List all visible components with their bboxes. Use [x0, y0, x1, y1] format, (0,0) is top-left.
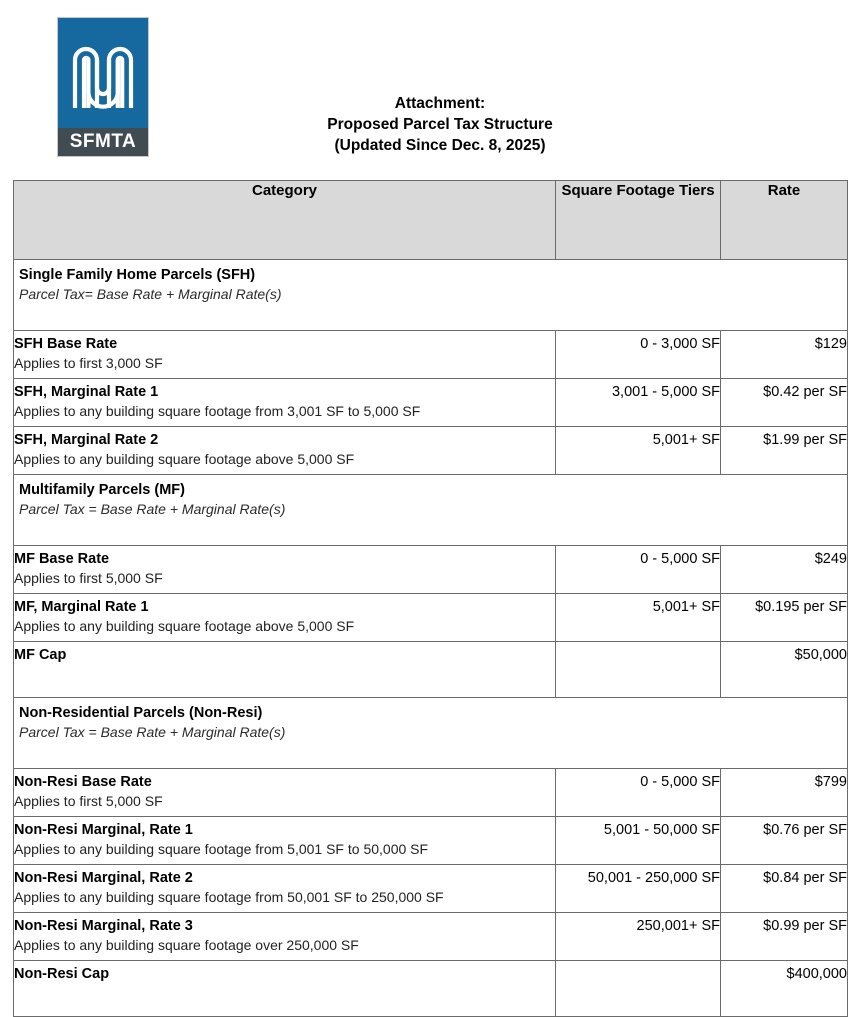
category-title: Non-Resi Marginal, Rate 3: [14, 918, 193, 934]
table-row: [14, 961, 848, 1017]
category-cell: [14, 642, 556, 698]
parcel-tax-table: [13, 180, 848, 1017]
category-cell: [14, 817, 556, 865]
category-description: Applies to any building square footage from 3,001 SF to 5,000 SF: [14, 403, 421, 419]
category-description: Applies to any building square footage over 250,000 SF: [14, 937, 359, 953]
category-cell: [14, 769, 556, 817]
title-line-2: Proposed Parcel Tax Structure: [327, 116, 553, 133]
document-header: [0, 0, 860, 178]
category-description: Applies to any building square footage from 5,001 SF to 50,000 SF: [14, 841, 429, 857]
sfmta-m-monogram-icon: [70, 36, 136, 110]
category-description: Applies to any building square footage from 50,001 SF to 250,000 SF: [14, 889, 444, 905]
category-description: Applies to first 3,000 SF: [14, 355, 163, 371]
logo-blue-panel: [58, 18, 148, 128]
tier-cell: 0 - 5,000 SF: [556, 546, 721, 594]
category-cell: [14, 961, 556, 1017]
tier-cell: 0 - 3,000 SF: [556, 331, 721, 379]
section-title: Single Family Home Parcels (SFH): [19, 267, 256, 283]
table-header: [14, 181, 848, 260]
section-cell: [14, 698, 848, 769]
section-title: Non-Residential Parcels (Non-Resi): [19, 705, 263, 721]
section-row: [14, 260, 848, 331]
section-formula: Parcel Tax = Base Rate + Marginal Rate(s): [19, 501, 286, 517]
category-title: SFH, Marginal Rate 2: [14, 432, 159, 448]
category-cell: [14, 427, 556, 475]
category-cell: [14, 865, 556, 913]
sfmta-logo: [57, 17, 149, 157]
rate-cell: $0.195 per SF: [721, 594, 848, 642]
category-cell: [14, 594, 556, 642]
section-formula: Parcel Tax= Base Rate + Marginal Rate(s): [19, 286, 282, 302]
tier-cell: [556, 961, 721, 1017]
category-title: MF Base Rate: [14, 551, 110, 567]
parcel-tax-table-wrapper: [13, 180, 847, 1017]
category-description: Applies to any building square footage above 5,000 SF: [14, 618, 355, 634]
table-row: [14, 379, 848, 427]
table-row: [14, 642, 848, 698]
section-row: [14, 698, 848, 769]
category-title: MF, Marginal Rate 1: [14, 599, 149, 615]
table-row: [14, 594, 848, 642]
tier-cell: 5,001+ SF: [556, 594, 721, 642]
rate-cell: $50,000: [721, 642, 848, 698]
category-title: SFH, Marginal Rate 1: [14, 384, 159, 400]
logo-wordmark-text: SFMTA: [69, 131, 137, 152]
category-title: Non-Resi Base Rate: [14, 774, 152, 790]
section-cell: [14, 475, 848, 546]
column-header-rate: Rate: [721, 181, 848, 260]
column-header-square-footage-tiers: Square Footage Tiers: [556, 181, 721, 260]
title-line-1: Attachment:: [394, 95, 486, 112]
rate-cell: $1.99 per SF: [721, 427, 848, 475]
rate-cell: $0.76 per SF: [721, 817, 848, 865]
rate-cell: $400,000: [721, 961, 848, 1017]
tier-cell: 5,001+ SF: [556, 427, 721, 475]
table-row: [14, 331, 848, 379]
document-title: [180, 93, 700, 156]
table-body: [14, 260, 848, 1017]
tier-cell: 3,001 - 5,000 SF: [556, 379, 721, 427]
table-row: [14, 427, 848, 475]
title-line-3: (Updated Since Dec. 8, 2025): [334, 137, 546, 154]
category-description: Applies to first 5,000 SF: [14, 793, 163, 809]
category-description: Applies to any building square footage above 5,000 SF: [14, 451, 355, 467]
category-title: Non-Resi Cap: [14, 966, 110, 982]
category-cell: [14, 546, 556, 594]
logo-wordmark-panel: [58, 128, 148, 156]
category-title: Non-Resi Marginal, Rate 2: [14, 870, 193, 886]
tier-cell: 250,001+ SF: [556, 913, 721, 961]
section-title: Multifamily Parcels (MF): [19, 482, 185, 498]
tier-cell: 5,001 - 50,000 SF: [556, 817, 721, 865]
table-row: [14, 913, 848, 961]
category-title: Non-Resi Marginal, Rate 1: [14, 822, 193, 838]
table-row: [14, 769, 848, 817]
rate-cell: $129: [721, 331, 848, 379]
category-cell: [14, 913, 556, 961]
section-cell: [14, 260, 848, 331]
table-row: [14, 817, 848, 865]
category-description: Applies to first 5,000 SF: [14, 570, 163, 586]
rate-cell: $249: [721, 546, 848, 594]
tier-cell: 0 - 5,000 SF: [556, 769, 721, 817]
tier-cell: 50,001 - 250,000 SF: [556, 865, 721, 913]
rate-cell: $0.84 per SF: [721, 865, 848, 913]
category-cell: [14, 331, 556, 379]
rate-cell: $0.42 per SF: [721, 379, 848, 427]
rate-cell: $799: [721, 769, 848, 817]
column-header-category: Category: [14, 181, 556, 260]
category-cell: [14, 379, 556, 427]
category-title: MF Cap: [14, 647, 67, 663]
section-row: [14, 475, 848, 546]
table-row: [14, 865, 848, 913]
category-title: SFH Base Rate: [14, 336, 118, 352]
tier-cell: [556, 642, 721, 698]
section-formula: Parcel Tax = Base Rate + Marginal Rate(s): [19, 724, 286, 740]
rate-cell: $0.99 per SF: [721, 913, 848, 961]
table-row: [14, 546, 848, 594]
table-header-row: [14, 181, 848, 260]
